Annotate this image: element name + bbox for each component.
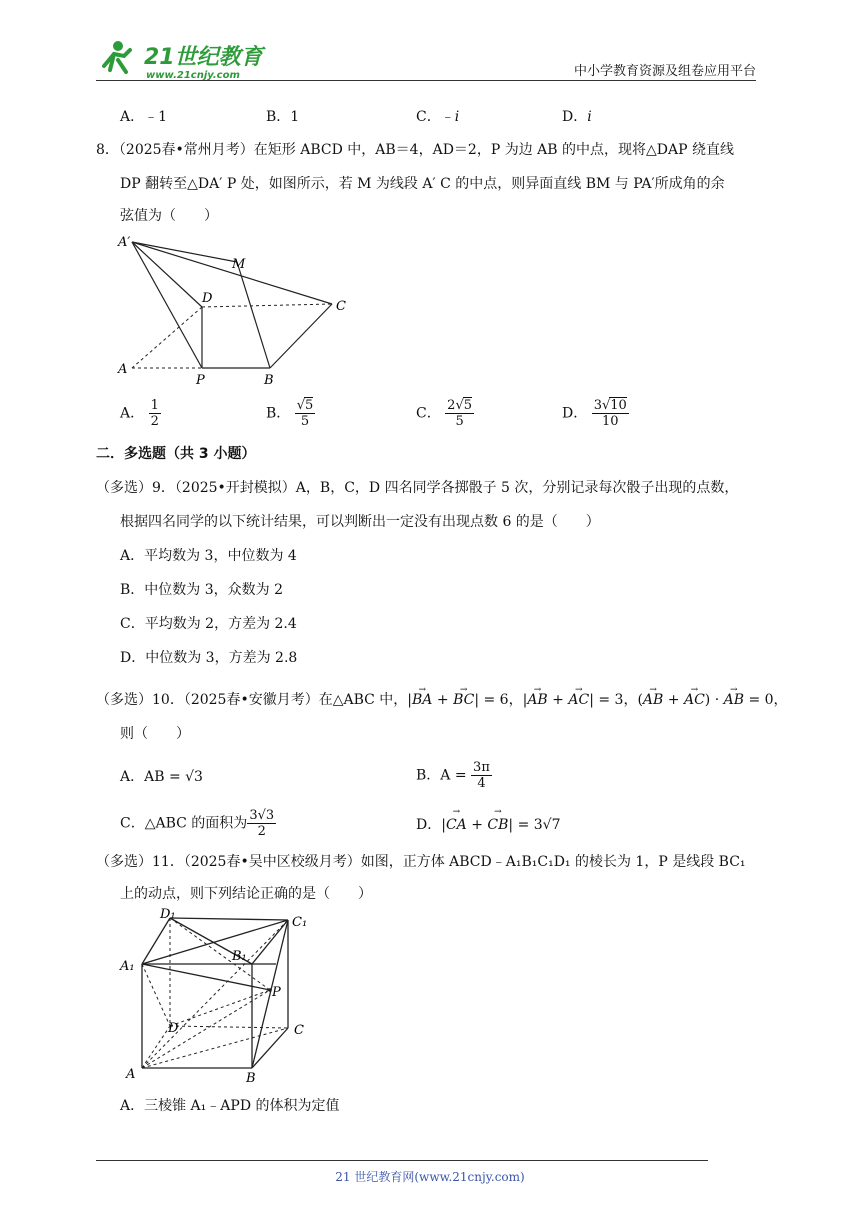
q10-line1: （多选）10．（2025春•安徽月考）在△ABC 中，|→ BA + → BC| = 6，|→ AB + → AC| = 3，(→ AB + → AC) · → AB = 0， [96, 690, 788, 710]
logo-title: 21世纪教育 [144, 45, 263, 70]
fig8-label-m: M [232, 257, 246, 272]
q10-option-a: A．AB = √3 [120, 769, 203, 785]
section-title-multiple-choice: 二．多选题（共 3 小题） [96, 446, 256, 462]
q7-option-d: D．i [562, 109, 592, 125]
fig11-label-p: P [272, 985, 281, 1000]
fig8-label-a: A [118, 362, 128, 377]
logo-url: www.21cnjy.com [146, 70, 240, 81]
fig11-label-c: C [294, 1023, 304, 1038]
fig8-label-p: P [196, 373, 205, 388]
q10-line2: 则（ ） [120, 726, 190, 742]
fig11-label-a: A [126, 1067, 136, 1082]
q7-option-b: B．1 [266, 109, 300, 125]
footer-text[interactable]: 21 世纪教育网(www.21cnjy.com) [335, 1170, 525, 1184]
q8-figure [112, 232, 362, 396]
q11-figure [112, 908, 332, 1092]
q7-option-c: C．﹣i [416, 109, 460, 125]
fig11-label-a1: A₁ [120, 959, 135, 974]
fig8-label-a-prime: A′ [118, 235, 131, 250]
footer-divider [96, 1160, 708, 1161]
q11-line1: （多选）11．（2025春•吴中区校级月考）如图，正方体 ABCD﹣A₁B₁C₁D₁ 的棱长为 1，P 是线段 BC₁ [96, 854, 746, 870]
fig8-label-d: D [202, 291, 213, 306]
q11-line2: 上的动点，则下列结论正确的是（ ） [120, 886, 372, 902]
q8-line1: 8．（2025春•常州月考）在矩形 ABCD 中，AB＝4，AD＝2，P 为边 AB 的中点，现将△DAP 绕直线 [96, 142, 734, 158]
fig11-label-c1: C₁ [292, 915, 308, 930]
fig8-label-b: B [264, 373, 274, 388]
q8-line2: DP 翻转至△DA′ P 处，如图所示，若 M 为线段 A′ C 的中点，则异面直线 BM 与 PA′所成角的余 [120, 176, 725, 192]
q8-option-d: D． $\frac{3√10}{10}$ [562, 398, 627, 429]
q9-line1: （多选）9．（2025•开封模拟）A，B，C，D 四名同学各掷骰子 5 次，分别记录每次骰子出现的点数， [96, 480, 739, 496]
q9-option-a: A．平均数为 3，中位数为 4 [120, 548, 297, 564]
fig11-label-d: D [168, 1021, 179, 1036]
q9-option-c: C．平均数为 2，方差为 2.4 [120, 616, 297, 632]
q10-option-c: C．△ABC 的面积为 $\frac{3√3}{2}$ [120, 808, 275, 839]
q10-option-b: B．A = $\frac{3\pi}{4}$ [416, 760, 490, 791]
q7-option-a: A．﹣1 [120, 109, 168, 125]
fig11-label-d1: D₁ [160, 908, 176, 922]
header-divider [96, 80, 756, 81]
fig8-label-c: C [336, 299, 346, 314]
q8-option-b: B． $\frac{√5}{5}$ [266, 398, 314, 429]
q8-line3: 弦值为（ ） [120, 208, 218, 224]
q8-option-c: C． $\frac{2√5}{5}$ [416, 398, 473, 429]
fig11-label-b1: B₁ [232, 949, 247, 964]
q9-line2: 根据四名同学的以下统计结果，可以判断出一定没有出现点数 6 的是（ ） [120, 514, 600, 530]
runner-logo-icon [104, 41, 130, 72]
logo [96, 36, 286, 84]
q9-option-b: B．中位数为 3，众数为 2 [120, 582, 284, 598]
q10-option-d: D．|→ CA + → CB| = 3√7 [416, 814, 561, 834]
q9-option-d: D．中位数为 3，方差为 2.8 [120, 650, 298, 666]
fig11-label-b: B [246, 1071, 256, 1086]
header-platform-text: 中小学教育资源及组卷应用平台 [573, 64, 756, 79]
q11-option-a: A．三棱锥 A₁﹣APD 的体积为定值 [120, 1098, 340, 1114]
q8-option-a: A． $\frac{1}{2}$ [120, 398, 159, 429]
